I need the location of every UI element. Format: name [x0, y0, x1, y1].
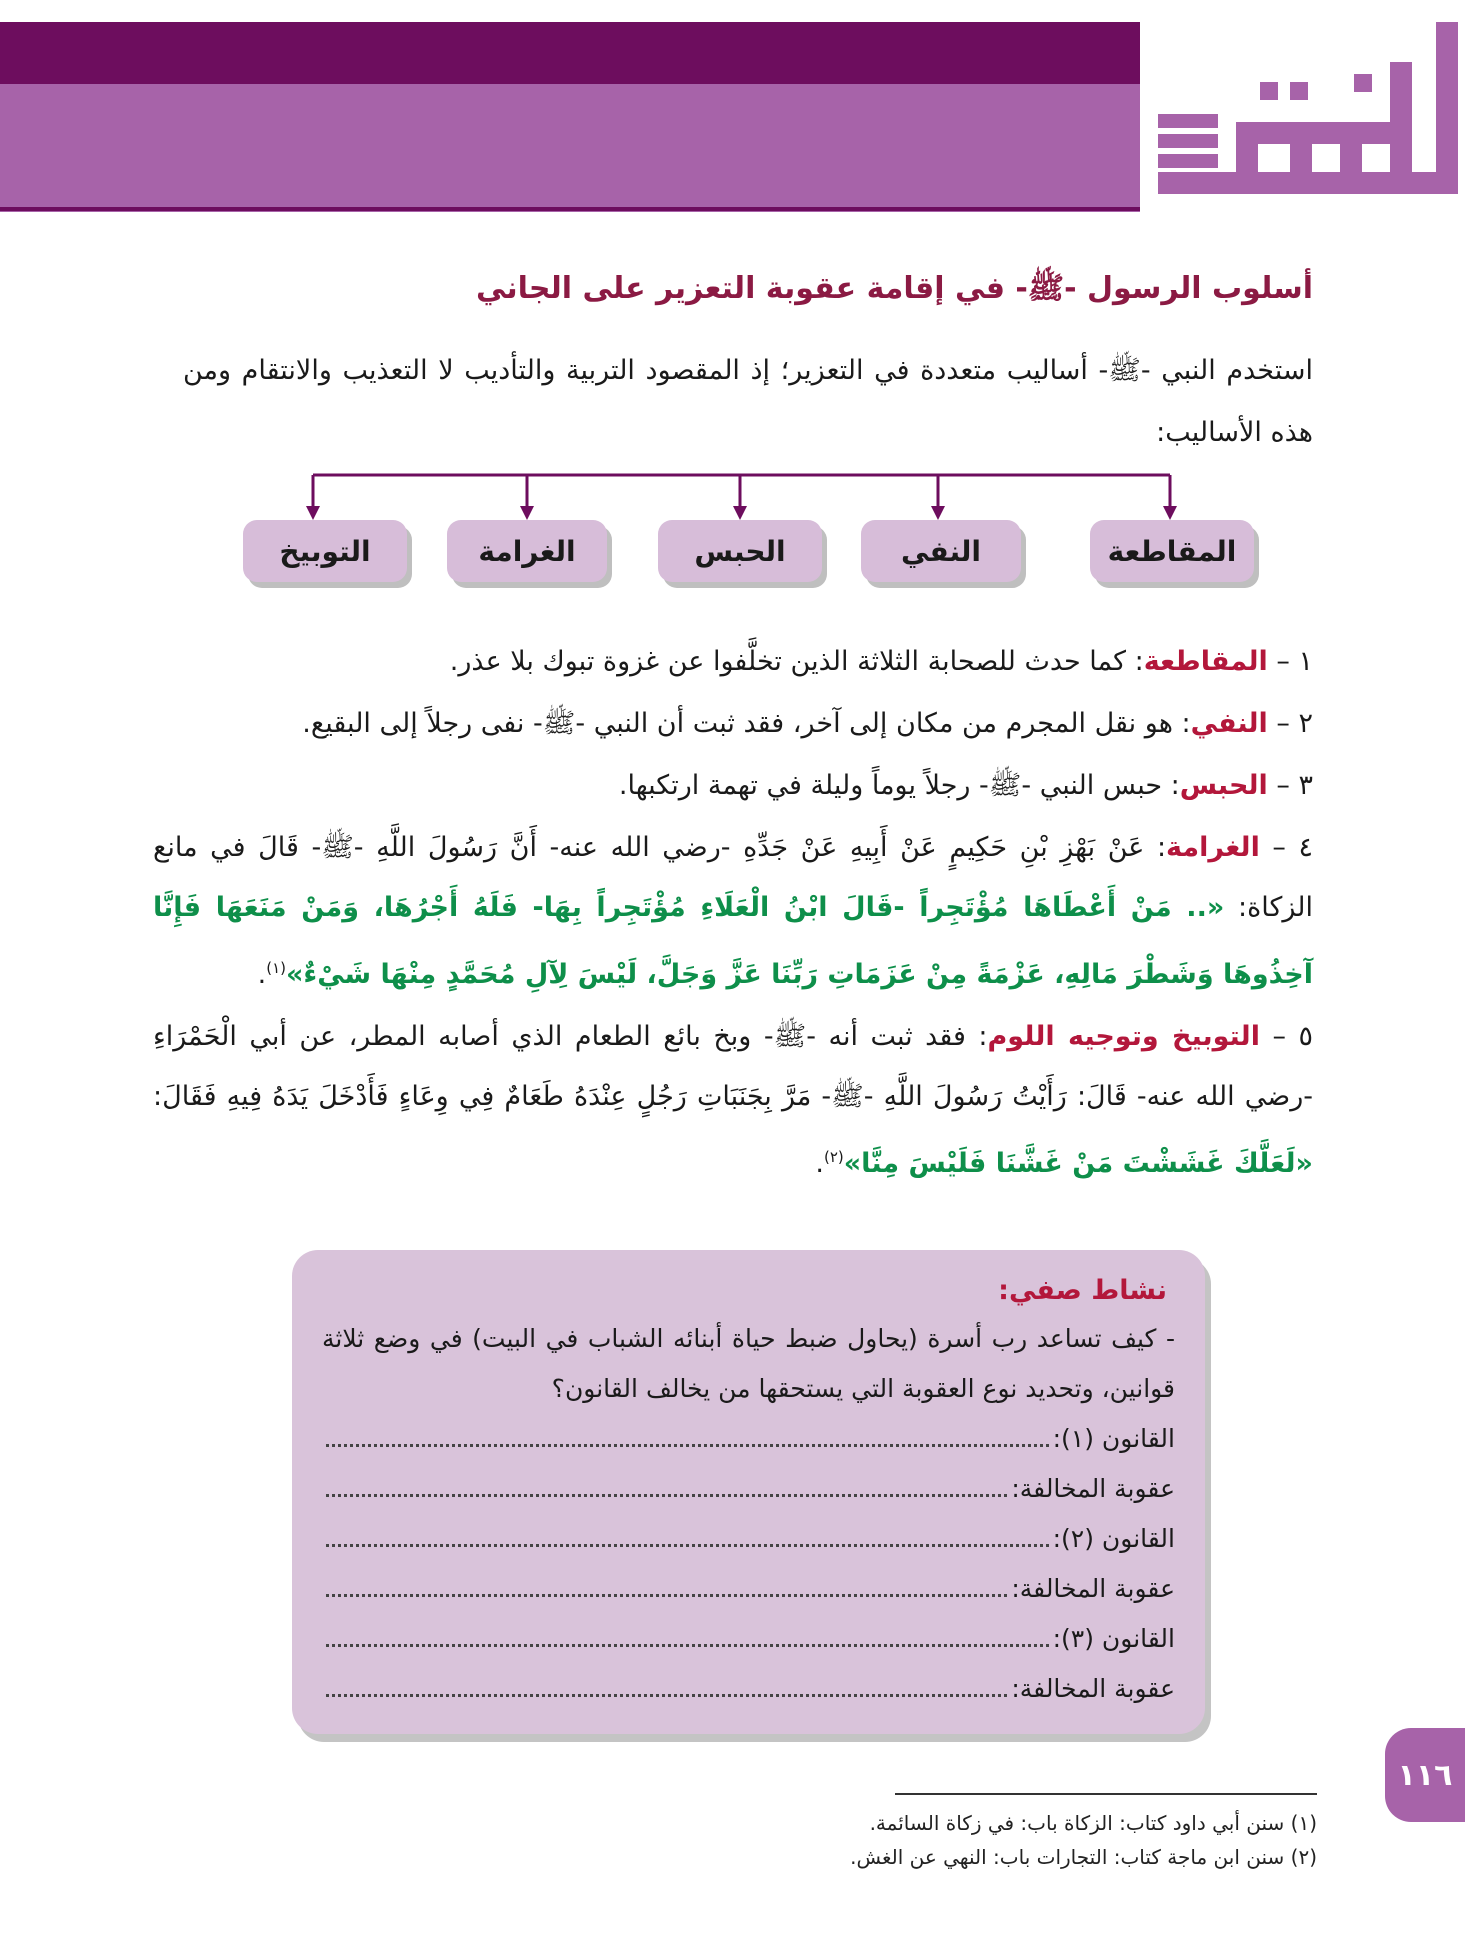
method-box-boycott: المقاطعة: [1090, 520, 1254, 582]
list-item: ٤ – الغرامة: عَنْ بَهْزِ بْنِ حَكِيمٍ عَنْ أَبِيهِ عَنْ جَدِّهِ -رضي الله عنه- أَنَّ رَسُولَ اللَّهِ -ﷺ- قَالَ في مانع الزكاة: «.. مَنْ أَعْطَاهَا مُؤْتَجِراً -قَالَ ابْنُ الْعَلَاءِ مُؤْتَجِراً بِهَا- فَلَهُ أَجْرُهَا، وَمَنْ مَنَعَهَا فَإِنَّا آخِذُوهَا وَشَطْرَ مَالِهِ، عَزْمَةً مِنْ عَزَمَاتِ رَبِّنَا عَزَّ وَجَلَّ، لَيْسَ لِآلِ مُحَمَّدٍ مِنْهَا شَيْءٌ»$^{(١)}$.: [153, 832, 1313, 990]
item-term: التوبيخ وتوجيه اللوم: [987, 1021, 1260, 1052]
footnote: (١) سنن أبي داود كتاب: الزكاة باب: في زكاة السائمة.: [869, 1811, 1317, 1835]
footnote-ref: (١): [266, 959, 286, 977]
answer-line[interactable]: القانون (١):: [322, 1414, 1175, 1464]
item-term: النفي: [1190, 708, 1268, 739]
footnote: (٢) سنن ابن ماجة كتاب: التجارات باب: النهي عن الغش.: [850, 1845, 1317, 1869]
activity-question: - كيف تساعد رب أسرة (يحاول ضبط حياة أبنائه الشباب في البيت) في وضع ثلاثة قوانين، وتحديد نوع العقوبة التي يستحقها من يخالف القانون؟: [322, 1324, 1175, 1403]
hadith-quote: «لَعَلَّكَ غَشَشْتَ مَنْ غَشَّنَا فَلَيْسَ مِنَّا»: [843, 1148, 1313, 1179]
fiqh-logo: [1140, 22, 1465, 212]
item-text: : هو نقل المجرم من مكان إلى آخر، فقد ثبت أن النبي -ﷺ- نفى رجلاً إلى البقيع.: [302, 708, 1191, 739]
class-activity-box: [292, 1250, 1205, 1734]
footnote-divider: [895, 1793, 1317, 1795]
method-box-exile: النفي: [861, 520, 1021, 582]
section-title: أسلوب الرسول -ﷺ- في إقامة عقوبة التعزير على الجاني: [476, 271, 1313, 306]
method-box-prison: الحبس: [658, 520, 822, 582]
footnote-ref: (٢): [823, 1148, 844, 1166]
item-term: الغرامة: [1166, 832, 1260, 863]
list-item: ١ – المقاطعة: كما حدث للصحابة الثلاثة الذين تخلَّفوا عن غزوة تبوك بلا عذر.: [449, 646, 1313, 677]
answer-line[interactable]: القانون (٣):: [322, 1614, 1175, 1664]
method-box-fine: الغرامة: [447, 520, 607, 582]
section-intro: استخدم النبي -ﷺ- أساليب متعددة في التعزير؛ إذ المقصود التربية والتأديب لا التعذيب والانتقام ومن هذه الأساليب:: [183, 355, 1313, 448]
methods-diagram: [0, 460, 1465, 610]
footnotes: [517, 1806, 1317, 1874]
item-text: : عَنْ بَهْزِ بْنِ حَكِيمٍ عَنْ أَبِيهِ عَنْ جَدِّهِ -رضي الله عنه- أَنَّ رَسُولَ اللَّهِ -ﷺ- قَالَ في مانع الزكاة:: [153, 832, 1313, 923]
item-text: : فقد ثبت أنه -ﷺ- وبخ بائع الطعام الذي أصابه المطر، عن أبي الْحَمْرَاءِ -رضي الله عنه- قَالَ: رَأَيْتُ رَسُولَ اللَّهِ -ﷺ- مَرَّ بِجَنَبَاتِ رَجُلٍ عِنْدَهُ طَعَامٌ فِي وِعَاءٍ فَأَدْخَلَ يَدَهُ فِيهِ فَقَالَ:: [153, 1021, 1313, 1112]
answer-line[interactable]: عقوبة المخالفة:: [322, 1664, 1175, 1714]
page-number: ١١٦: [1385, 1728, 1465, 1822]
list-item: ٥ – التوبيخ وتوجيه اللوم: فقد ثبت أنه -ﷺ- وبخ بائع الطعام الذي أصابه المطر، عن أبي الْحَمْرَاءِ -رضي الله عنه- قَالَ: رَأَيْتُ رَسُولَ اللَّهِ -ﷺ- مَرَّ بِجَنَبَاتِ رَجُلٍ عِنْدَهُ طَعَامٌ فِي وِعَاءٍ فَأَدْخَلَ يَدَهُ فِيهِ فَقَالَ: «لَعَلَّكَ غَشَشْتَ مَنْ غَشَّنَا فَلَيْسَ مِنَّا»$^{(٢)}$.: [153, 1021, 1313, 1179]
hadith-quote: «.. مَنْ أَعْطَاهَا مُؤْتَجِراً -قَالَ ابْنُ الْعَلَاءِ مُؤْتَجِراً بِهَا- فَلَهُ أَجْرُهَا، وَمَنْ مَنَعَهَا فَإِنَّا آخِذُوهَا وَشَطْرَ مَالِهِ، عَزْمَةً مِنْ عَزَمَاتِ رَبِّنَا عَزَّ وَجَلَّ، لَيْسَ لِآلِ مُحَمَّدٍ مِنْهَا شَيْءٌ»: [153, 892, 1313, 990]
answer-line[interactable]: القانون (٢):: [322, 1514, 1175, 1564]
answer-line[interactable]: عقوبة المخالفة:: [322, 1564, 1175, 1614]
method-box-rebuke: التوبيخ: [243, 520, 407, 582]
list-item: ٣ – الحبس: حبس النبي -ﷺ- رجلاً يوماً وليلة في تهمة ارتكبها.: [618, 770, 1313, 801]
methods-list: [153, 632, 1313, 1196]
answer-line[interactable]: عقوبة المخالفة:: [322, 1464, 1175, 1514]
item-text: : كما حدث للصحابة الثلاثة الذين تخلَّفوا عن غزوة تبوك بلا عذر.: [449, 646, 1144, 677]
list-item: ٢ – النفي: هو نقل المجرم من مكان إلى آخر، فقد ثبت أن النبي -ﷺ- نفى رجلاً إلى البقيع.: [302, 708, 1313, 739]
item-term: المقاطعة: [1143, 646, 1268, 677]
activity-title: نشاط صفي:: [998, 1275, 1167, 1306]
item-term: الحبس: [1179, 770, 1268, 801]
item-text: : حبس النبي -ﷺ- رجلاً يوماً وليلة في تهمة ارتكبها.: [618, 770, 1180, 801]
